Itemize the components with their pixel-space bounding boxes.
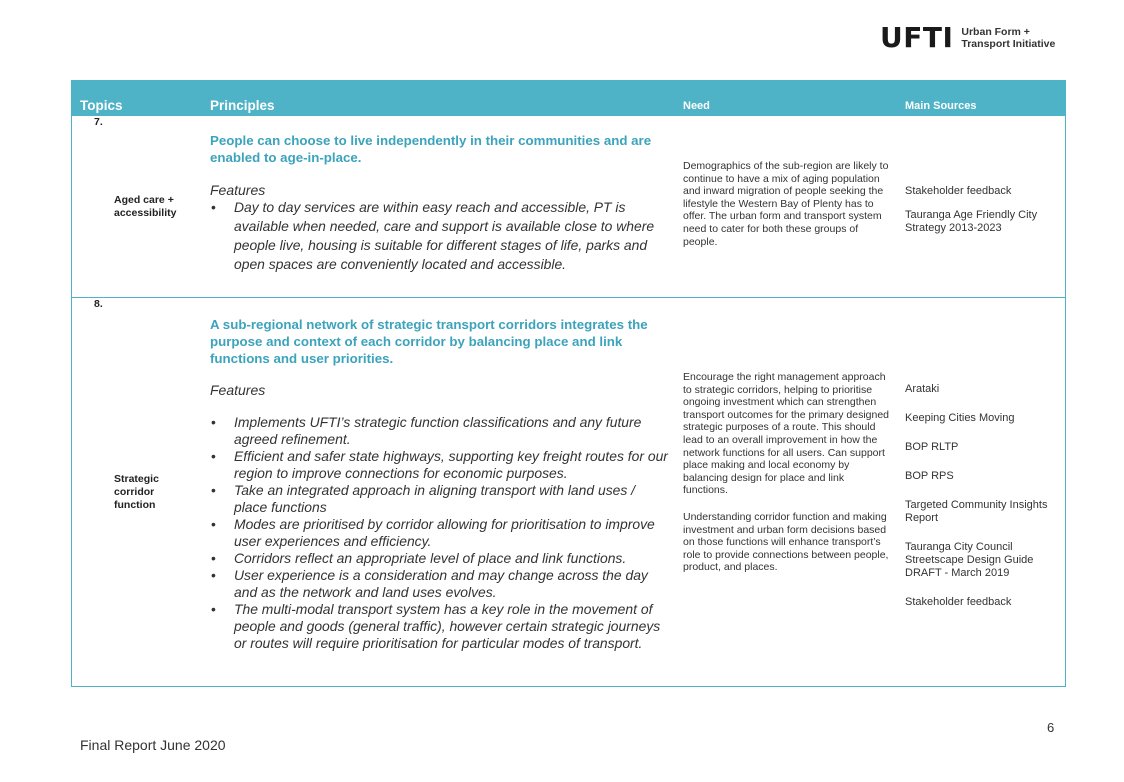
need-text: Encourage the right management approach to strategic corridors, helping to prioritise ongoing investment which can strengthen transport outcomes for the primary designed strategic purposes of a route. This should lead to an overall improvement in how the network functions for all users. Can support place making and local economy by balancing design for place and link functions. — [683, 371, 890, 497]
table-row — [72, 297, 1065, 686]
need-cell — [675, 298, 897, 686]
logo-mark: UFTI — [880, 21, 954, 54]
sources-cell — [897, 298, 1065, 686]
source-item: Tauranga Age Friendly City Strategy 2013-2023 — [905, 209, 1038, 234]
header-sources: Main Sources — [905, 100, 977, 112]
source-item: Keeping Cities Moving — [905, 412, 1015, 424]
source-item: Arataki — [905, 383, 940, 395]
feature-item: • The multi-modal transport system has a key role in the movement of people and goods (general traffic), however certain strategic journeys or routes will require prioritisation for particular modes of transport. — [210, 601, 669, 652]
need-text: Demographics of the sub-region are likely to continue to have a mix of aging population and inward migration of people seeking the lifestyle the Western Bay of Plenty has to offer. The urban form and transport system need to cater for both these groups of people. — [683, 160, 889, 248]
source-item: Targeted Community Insights Report — [905, 499, 1048, 524]
features-label: Features — [210, 382, 266, 398]
header-need: Need — [683, 100, 710, 112]
source-item: Stakeholder feedback — [905, 185, 1012, 197]
footer-text: Final Report June 2020 — [80, 737, 226, 753]
feature-item: • Modes are prioritised by corridor allowing for prioritisation to improve user experiences and efficiency. — [210, 516, 669, 550]
source-item: BOP RLTP — [905, 441, 959, 453]
need-cell — [675, 116, 897, 297]
principle-cell — [202, 116, 675, 297]
source-item: BOP RPS — [905, 470, 954, 482]
feature-item: • Corridors reflect an appropriate level of place and link functions. — [210, 550, 669, 567]
feature-item: • Day to day services are within easy reach and accessible, PT is available when needed, care and support is available close to where people live, housing is suitable for different stages of life, parks and open spaces are conveniently located and accessible. — [210, 198, 669, 274]
topic-number: 8. — [94, 298, 103, 310]
principles-table — [71, 80, 1066, 687]
principle-heading: A sub-regional network of strategic transport corridors integrates the purpose and context of each corridor by balancing place and link functions and user priorities. — [210, 317, 648, 366]
source-item: Tauranga City Council Streetscape Design Guide DRAFT - March 2019 — [905, 541, 1034, 579]
page-number: 6 — [1047, 720, 1055, 735]
feature-item: • Implements UFTI’s strategic function classifications and any future agreed refinement. — [210, 414, 669, 448]
table-header — [72, 81, 1065, 115]
sources-cell — [897, 116, 1065, 297]
principle-cell — [202, 298, 675, 686]
features-label: Features — [210, 182, 266, 198]
source-item: Stakeholder feedback — [905, 596, 1012, 608]
logo-line-2: Transport Initiative — [961, 38, 1056, 50]
features-list — [210, 198, 669, 274]
feature-item: • Take an integrated approach in aligning transport with land uses / place functions — [210, 482, 669, 516]
ufti-logo — [880, 21, 1056, 54]
logo-line-1: Urban Form + — [961, 26, 1030, 38]
header-principles: Principles — [210, 98, 275, 113]
header-topics: Topics — [80, 98, 123, 113]
table-row — [72, 115, 1065, 297]
feature-item: • User experience is a consideration and may change across the day and as the network and land uses evolves. — [210, 567, 669, 601]
topic-cell — [72, 116, 202, 297]
principle-heading: People can choose to live independently in their communities and are enabled to age-in-place. — [210, 133, 652, 165]
topic-number: 7. — [94, 116, 103, 128]
topic-name: Aged care + accessibility — [114, 193, 177, 219]
topic-cell — [72, 298, 202, 686]
topic-name: Strategic corridor function — [114, 472, 159, 511]
need-text: Understanding corridor function and making investment and urban form decisions based on those functions will enhance transport’s role to provide connections between people, product, and places. — [683, 510, 889, 574]
feature-item: • Efficient and safer state highways, supporting key freight routes for our region to improve connections for economic purposes. — [210, 448, 669, 482]
features-list — [210, 414, 669, 652]
logo-text — [961, 26, 1055, 50]
